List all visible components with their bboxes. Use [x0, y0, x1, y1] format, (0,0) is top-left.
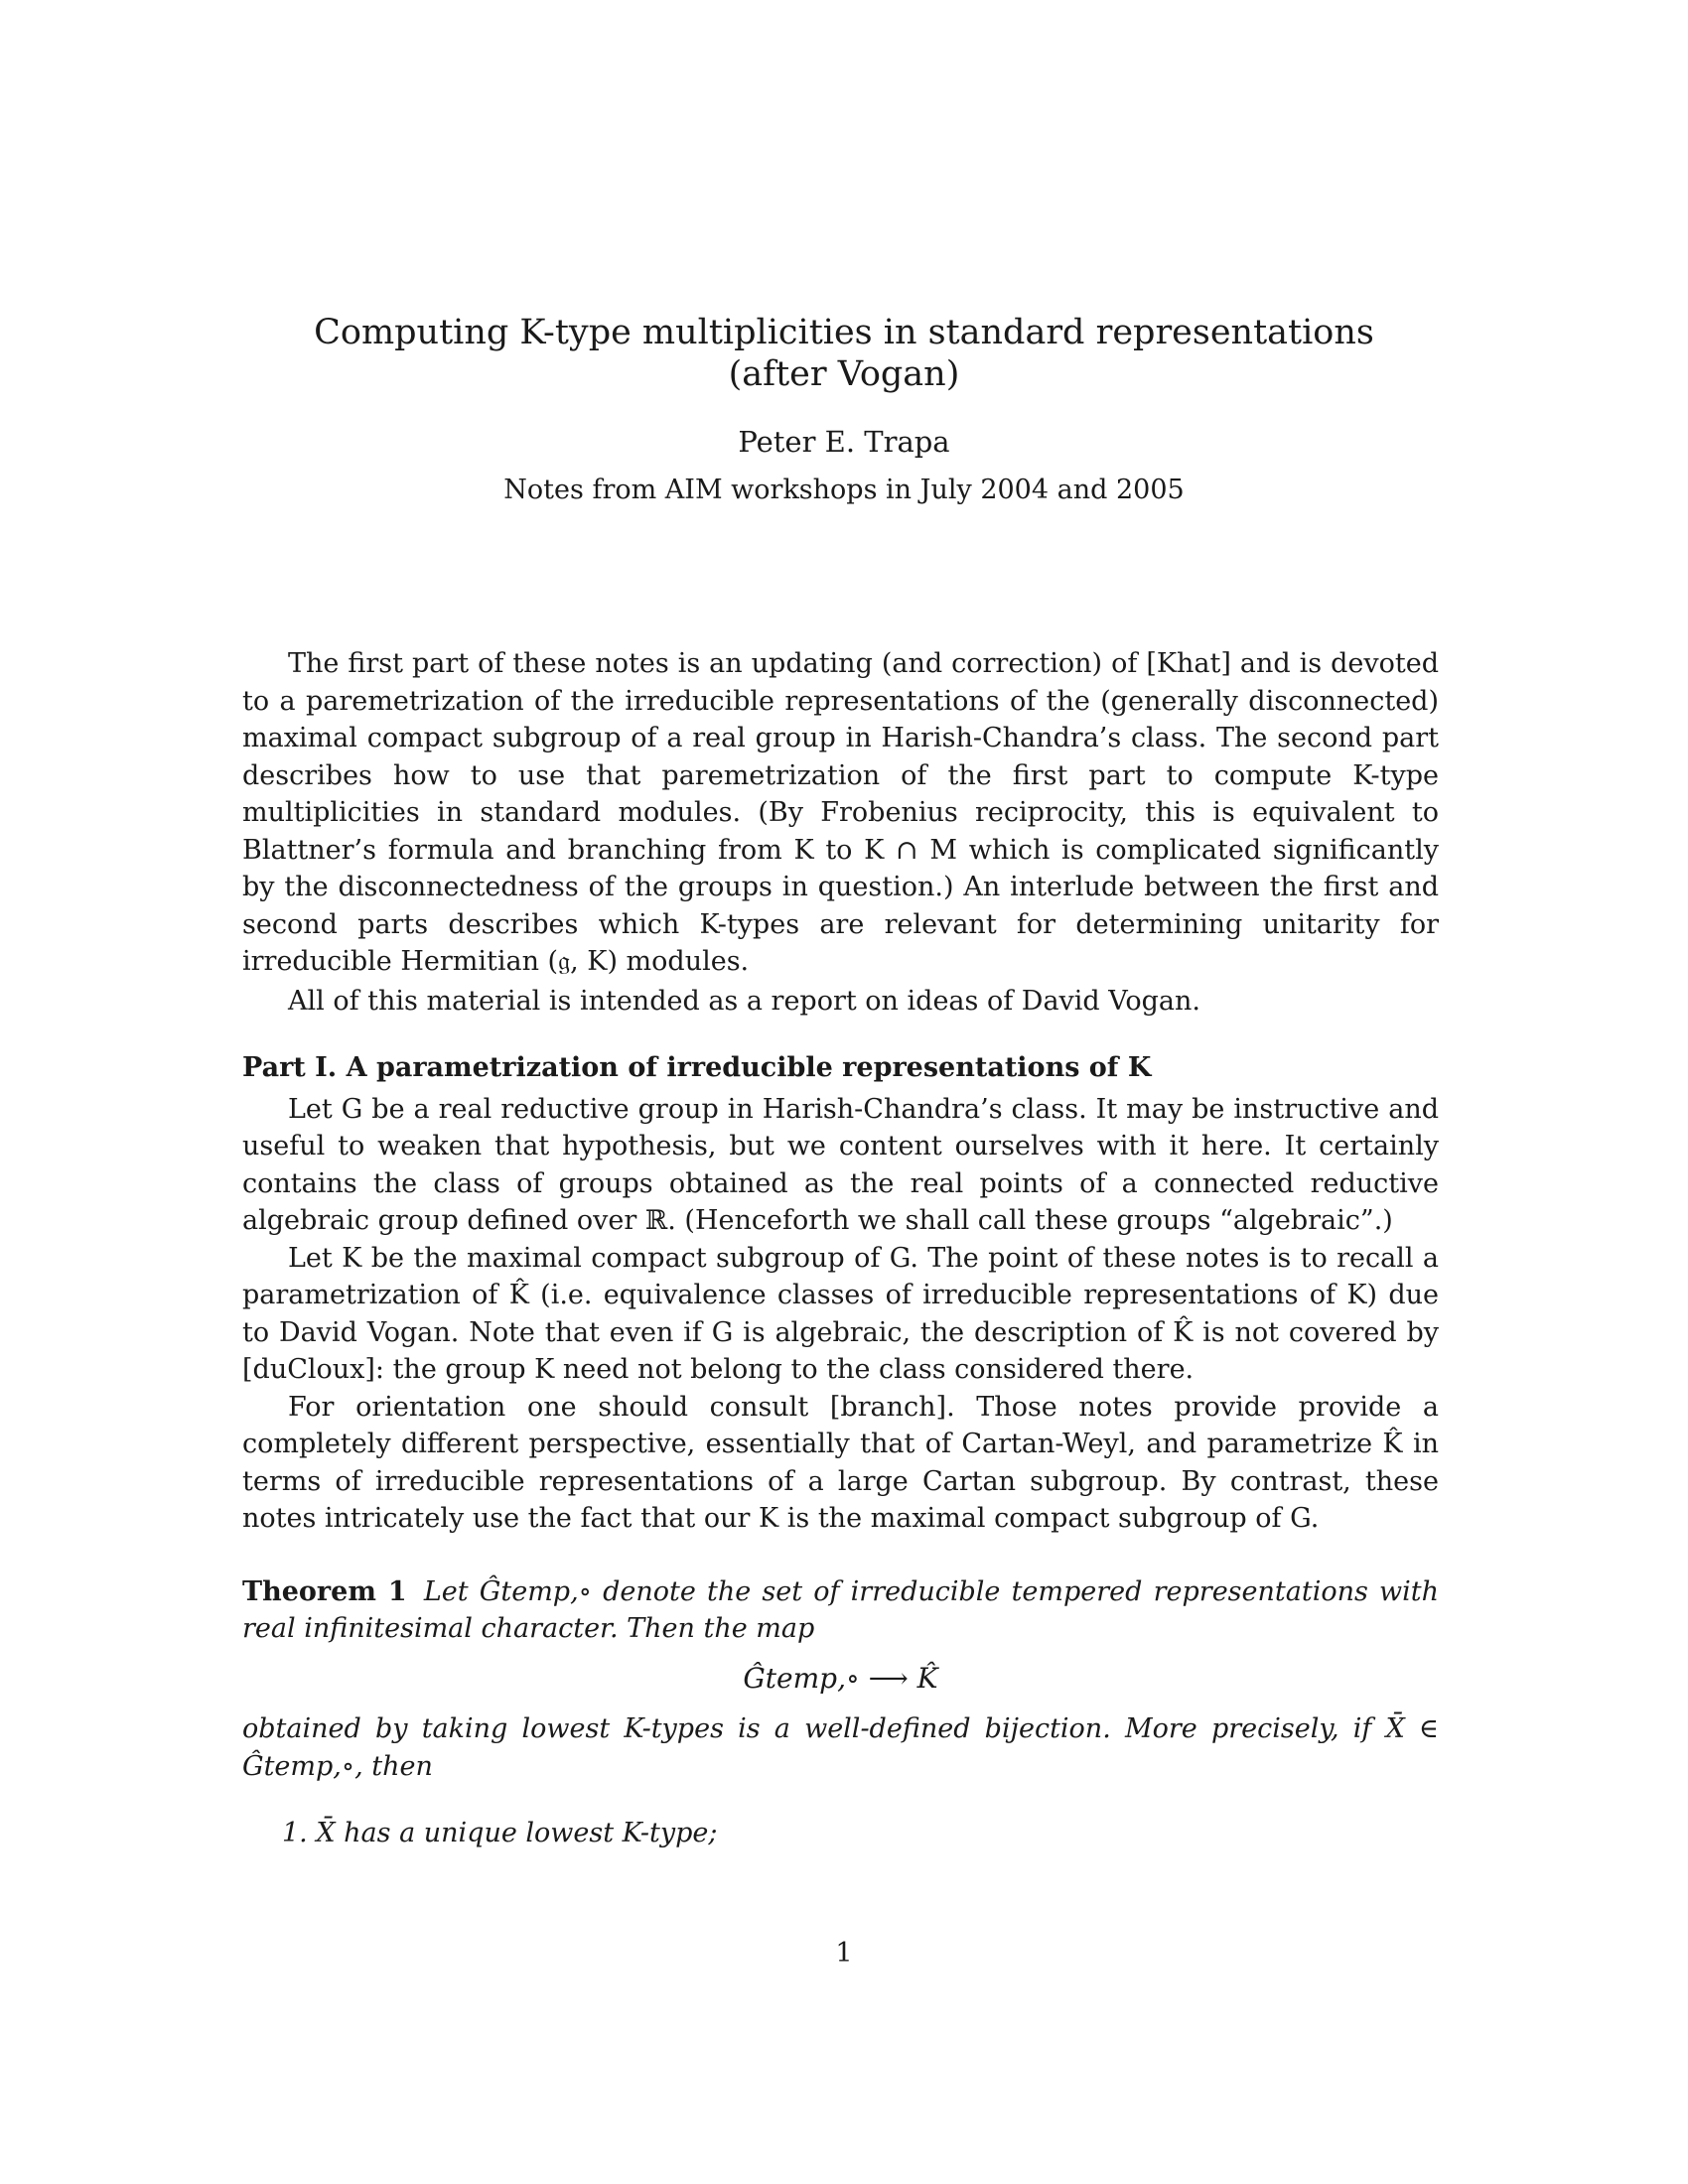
- theorem-continuation: obtained by taking lowest K-types is a well-defined bijection. More precisely, if X̄ ∈ Ĝtemp,∘, then: [242, 1713, 1439, 1782]
- author-name: Peter E. Trapa: [738, 425, 950, 459]
- paper-body: [242, 645, 1439, 1852]
- title-line-1: Computing K-type multiplicities in standard representations: [314, 313, 1374, 352]
- part1-paragraph-1: Let G be a real reductive group in Harish-Chandra’s class. It may be instructive and useful to weaken that hypothesis, but we content ourselves with it here. It certainly contains the class of groups obtained as the real points of a connected reductive algebraic group defined over ℝ. (Henceforth we shall call these groups “algebraic”.): [242, 1093, 1439, 1236]
- paper-title: [199, 312, 1489, 395]
- theorem-statement: Let Ĝtemp,∘ denote the set of irreducible tempered representations with real infinitesimal character. Then the map: [242, 1575, 1439, 1644]
- part1-paragraph-2: Let K be the maximal compact subgroup of G. The point of these notes is to recall a parametrization of K̂ (i.e. equivalence classes of irreducible representations of K) due to David Vogan. Note that even if G is algebraic, the description of K̂ is not covered by [duCloux]: the group K need not belong to the class considered there.: [242, 1242, 1439, 1385]
- theorem-list-item-1: 1. X̄ has a unique lowest K-type;: [282, 1818, 718, 1848]
- page-number: 1: [835, 1938, 853, 1969]
- affiliation: Notes from AIM workshops in July 2004 and 2005: [503, 475, 1185, 505]
- title-line-2: (after Vogan): [728, 354, 960, 394]
- abstract-paragraph-2: All of this material is intended as a report on ideas of David Vogan.: [288, 985, 1200, 1017]
- section-heading-part-1: Part I. A parametrization of irreducible representations of K: [242, 1052, 1152, 1083]
- theorem-display-equation: Ĝtemp,∘ ⟶ K̂: [743, 1661, 938, 1695]
- theorem-label: Theorem 1: [242, 1575, 407, 1607]
- theorem-1: [242, 1573, 1439, 1648]
- part1-paragraph-3: For orientation one should consult [branch]. Those notes provide provide a completely different perspective, essentially that of Cartan-Weyl, and parametrize K̂ in terms of irreducible representations of a large Cartan subgroup. By contrast, these notes intricately use the fact that our K is the maximal compact subgroup of G.: [242, 1391, 1439, 1534]
- abstract-paragraph-1: The first part of these notes is an updating (and correction) of [Khat] and is devoted to a paremetrization of the irreducible representations of the (generally disconnected) maximal compact subgroup of a real group in Harish-Chandra’s class. The second part describes how to use that paremetrization of the first part to compute K-type multiplicities in standard modules. (By Frobenius reciprocity, this is equivalent to Blattner’s formula and branching from K to K ∩ M which is complicated significantly by the disconnectedness of the groups in question.) An interlude between the first and second parts describes which K-types are relevant for determining unitarity for irreducible Hermitian (𝔤, K) modules.: [242, 648, 1439, 977]
